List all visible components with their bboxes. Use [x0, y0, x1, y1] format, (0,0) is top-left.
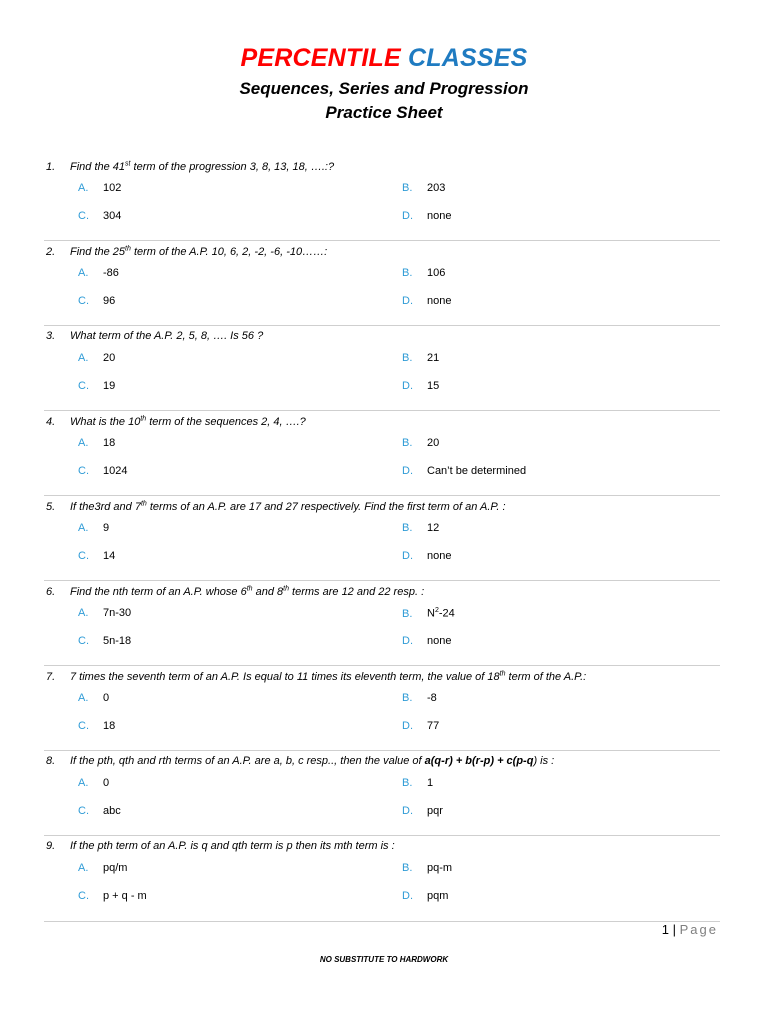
page-label: Page — [679, 922, 718, 937]
question-text-part: and 8 — [252, 585, 284, 598]
option-a[interactable] — [78, 437, 115, 449]
option-b[interactable] — [402, 607, 455, 620]
option-letter: D. — [402, 635, 413, 647]
option-value: 15 — [427, 380, 440, 392]
option-value: 9 — [103, 522, 110, 534]
option-letter: B. — [402, 182, 413, 194]
question-1 — [0, 156, 768, 241]
option-a[interactable] — [78, 607, 131, 619]
option-letter: D. — [402, 890, 413, 902]
brand-word-percentile: PERCENTILE — [240, 44, 401, 72]
question-text-part: ) is : — [533, 755, 555, 767]
question-5 — [0, 496, 768, 581]
option-value: none — [427, 210, 452, 222]
option-c[interactable] — [78, 380, 115, 392]
option-c[interactable] — [78, 635, 131, 647]
option-letter: B. — [402, 522, 413, 534]
option-letter: B. — [402, 692, 413, 704]
question-text — [46, 670, 586, 683]
option-value: pq/m — [103, 862, 128, 874]
option-value: none — [427, 550, 452, 562]
document-header — [0, 44, 768, 125]
option-value: pqr — [427, 805, 443, 817]
question-9 — [0, 836, 768, 922]
option-value: 18 — [103, 437, 116, 449]
option-b[interactable] — [402, 692, 437, 704]
question-text-part: terms of an A.P. are 17 and 27 respectively. Find the first term of an A.P. : — [146, 500, 506, 513]
option-b[interactable] — [402, 862, 452, 874]
ordinal-suffix: th — [140, 415, 147, 422]
option-letter: C. — [78, 635, 89, 647]
sheet-subtitle-practice: Practice Sheet — [325, 103, 443, 122]
option-letter: C. — [78, 380, 89, 392]
question-3 — [0, 326, 768, 411]
ordinal-suffix: th — [499, 670, 506, 677]
option-value: 0 — [103, 777, 110, 789]
option-letter: C. — [78, 720, 89, 732]
option-b[interactable] — [402, 522, 439, 534]
question-text-part: If the pth term of an A.P. is q and qth term is p then its mth term is : — [70, 840, 395, 852]
option-c[interactable] — [78, 720, 115, 732]
option-c[interactable] — [78, 890, 147, 902]
option-letter: D. — [402, 720, 413, 732]
question-4 — [0, 411, 768, 496]
option-letter: B. — [402, 437, 413, 449]
question-text-part: If the3rd and 7 — [70, 500, 141, 513]
option-letter: B. — [402, 267, 413, 279]
option-letter: D. — [402, 805, 413, 817]
page-number-value: 1 — [661, 922, 669, 937]
option-value: 18 — [103, 720, 116, 732]
question-text — [46, 585, 424, 598]
option-value: 7n-30 — [103, 607, 132, 619]
option-letter: D. — [402, 210, 413, 222]
question-text — [46, 840, 395, 852]
option-value: 304 — [103, 210, 122, 222]
ordinal-suffix: th — [140, 500, 147, 507]
option-letter: A. — [78, 437, 89, 449]
ordinal-suffix: th — [283, 585, 289, 592]
question-text — [46, 415, 306, 428]
brand-title — [0, 44, 768, 73]
option-value: abc — [103, 805, 121, 817]
question-number: 2. — [46, 245, 56, 258]
ordinal-suffix: th — [246, 585, 253, 592]
option-d[interactable] — [402, 720, 439, 732]
option-b[interactable] — [402, 267, 445, 279]
question-number: 1. — [46, 160, 56, 173]
question-text — [46, 245, 327, 258]
footer-tagline: NO SUBSTITUTE TO HARDWORK — [319, 955, 449, 964]
option-b[interactable] — [402, 182, 445, 194]
question-text — [46, 755, 554, 767]
brand-word-classes: CLASSES — [408, 44, 528, 72]
option-letter: C. — [78, 295, 89, 307]
option-d[interactable] — [402, 295, 451, 307]
option-c[interactable] — [78, 465, 127, 477]
option-d[interactable] — [402, 210, 451, 222]
question-text-part: term of the sequences 2, 4, ….? — [146, 415, 306, 428]
option-value: 20 — [103, 352, 116, 364]
option-value-base: N — [427, 607, 435, 620]
option-value: 1024 — [103, 465, 128, 477]
option-b[interactable] — [402, 777, 433, 789]
option-value: none — [427, 635, 452, 647]
option-letter: A. — [78, 862, 89, 874]
option-letter: D. — [402, 295, 413, 307]
option-value: 21 — [427, 352, 440, 364]
option-value-exponent: 2 — [434, 607, 439, 614]
question-number: 4. — [46, 415, 56, 428]
option-value: 14 — [103, 550, 116, 562]
option-value: -86 — [103, 267, 119, 279]
option-letter: A. — [78, 352, 89, 364]
question-text-part: Find the 41 — [70, 160, 126, 173]
option-value: 20 — [427, 437, 440, 449]
question-number: 3. — [46, 330, 56, 342]
option-a[interactable] — [78, 182, 121, 194]
option-value: 19 — [103, 380, 116, 392]
option-letter: D. — [402, 465, 413, 477]
option-value-tail: -24 — [438, 607, 455, 620]
question-text-part: Find the 25 — [70, 245, 126, 258]
option-value: 77 — [427, 720, 440, 732]
option-value: Can’t be determined — [427, 465, 527, 477]
option-a[interactable] — [78, 522, 109, 534]
question-text-part: term of the A.P.: — [505, 670, 587, 683]
option-value: 12 — [427, 522, 440, 534]
question-text-part: 7 times the seventh term of an A.P. Is equal to 11 times its eleventh term, the value of 18 — [70, 670, 500, 683]
option-a[interactable] — [78, 267, 119, 279]
option-letter: B. — [402, 862, 413, 874]
question-text-bold: a(q-r) + b(r-p) + c(p-q — [424, 755, 534, 767]
option-b[interactable] — [402, 352, 439, 364]
option-a[interactable] — [78, 777, 109, 789]
option-value: 102 — [103, 182, 122, 194]
option-d[interactable] — [402, 890, 448, 902]
option-value: 203 — [427, 182, 446, 194]
option-c[interactable] — [78, 550, 115, 562]
question-number: 7. — [46, 670, 56, 683]
option-letter: B. — [402, 352, 413, 364]
option-a[interactable] — [78, 862, 127, 874]
question-divider — [44, 921, 720, 922]
option-c[interactable] — [78, 295, 115, 307]
option-letter: A. — [78, 267, 89, 279]
option-d[interactable] — [402, 635, 451, 647]
question-text — [46, 500, 506, 513]
option-value: -8 — [427, 692, 437, 704]
option-letter: A. — [78, 777, 89, 789]
option-a[interactable] — [78, 692, 109, 704]
option-d[interactable] — [402, 380, 439, 392]
question-text — [46, 330, 263, 342]
question-6 — [0, 581, 768, 666]
question-text-part: term of the A.P. 10, 6, 2, -2, -6, -10……: — [130, 245, 328, 258]
question-number: 8. — [46, 755, 56, 767]
question-8 — [0, 751, 768, 836]
option-d[interactable] — [402, 550, 451, 562]
option-value: 0 — [103, 692, 110, 704]
question-7 — [0, 666, 768, 751]
question-text-part: term of the progression 3, 8, 13, 18, ….:? — [130, 160, 335, 173]
question-text-part: What is the 10 — [70, 415, 141, 428]
ordinal-suffix: th — [125, 245, 131, 252]
question-text-part: What term of the A.P. 2, 5, 8, …. Is 56 ? — [70, 330, 264, 342]
question-number: 5. — [46, 500, 56, 513]
option-c[interactable] — [78, 210, 121, 222]
option-value: 1 — [427, 777, 434, 789]
option-letter: B. — [402, 777, 413, 789]
option-value: 5n-18 — [103, 635, 132, 647]
option-a[interactable] — [78, 352, 115, 364]
option-letter: A. — [78, 607, 89, 619]
page-number — [662, 922, 718, 937]
option-letter: A. — [78, 182, 89, 194]
option-letter: C. — [78, 890, 89, 902]
option-letter: A. — [78, 522, 89, 534]
page-number-separator: | — [672, 922, 676, 937]
option-value: 96 — [103, 295, 116, 307]
ordinal-suffix: st — [125, 160, 131, 167]
option-letter: D. — [402, 550, 413, 562]
option-b[interactable] — [402, 437, 439, 449]
option-letter: C. — [78, 210, 89, 222]
option-letter: C. — [78, 805, 89, 817]
option-letter: C. — [78, 465, 89, 477]
sheet-subtitle: Sequences, Series and Progression — [239, 79, 529, 98]
question-number: 9. — [46, 840, 56, 852]
question-text-part: Find the nth term of an A.P. whose 6 — [70, 585, 247, 598]
option-value: pqm — [427, 890, 449, 902]
option-letter: B. — [402, 607, 413, 620]
question-list — [0, 156, 768, 922]
option-letter: C. — [78, 550, 89, 562]
question-text — [46, 160, 334, 173]
option-d[interactable] — [402, 465, 526, 477]
question-number: 6. — [46, 585, 56, 598]
option-d[interactable] — [402, 805, 443, 817]
question-2 — [0, 241, 768, 326]
option-value: 106 — [427, 267, 446, 279]
option-value: none — [427, 295, 452, 307]
option-value: pq-m — [427, 862, 453, 874]
question-text-part: If the pth, qth and rth terms of an A.P. are a, b, c resp.., then the value of — [70, 755, 425, 767]
question-text-part: terms are 12 and 22 resp. : — [289, 585, 425, 598]
option-c[interactable] — [78, 805, 121, 817]
option-letter: A. — [78, 692, 89, 704]
option-letter: D. — [402, 380, 413, 392]
option-value: p + q - m — [103, 890, 147, 902]
